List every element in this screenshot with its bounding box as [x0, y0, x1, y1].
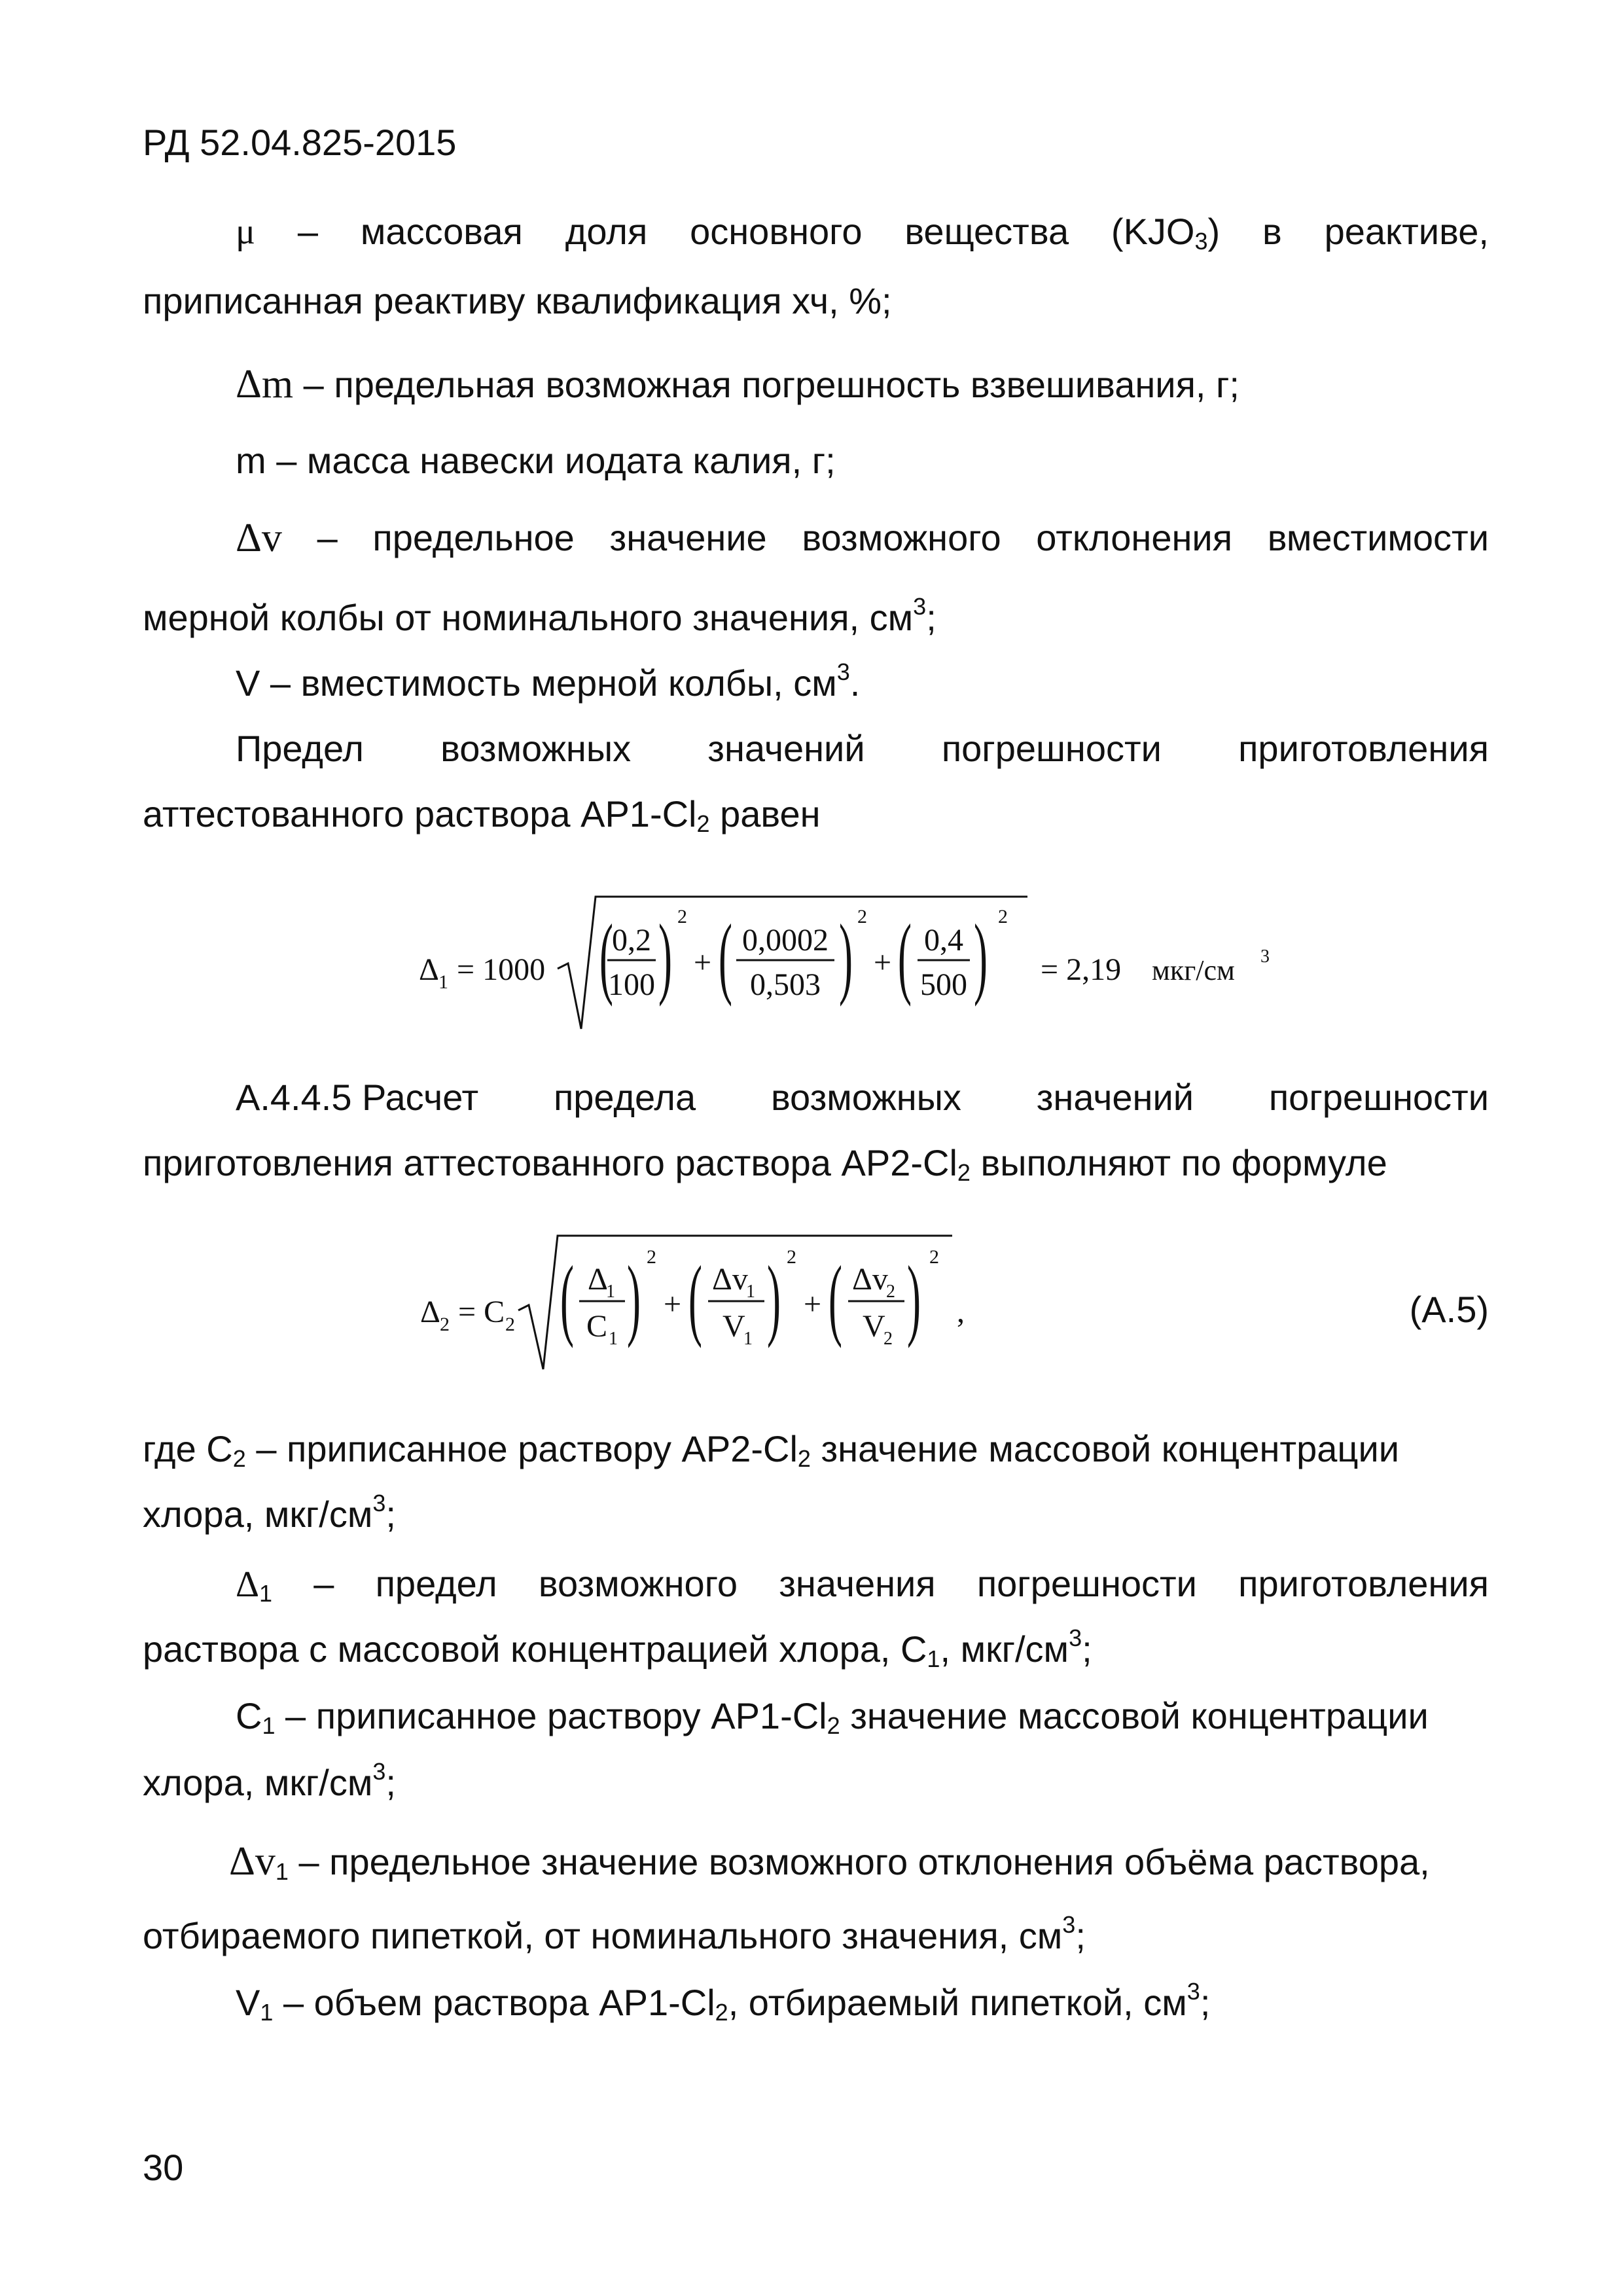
formula-number: (А.5): [1409, 1289, 1489, 1330]
word: погрешности: [1268, 1077, 1489, 1118]
word: предельное: [372, 517, 575, 558]
page-number: 30: [143, 2147, 184, 2188]
formula-subscript: 1: [746, 1282, 755, 1302]
right-paren: ): [767, 1247, 781, 1349]
paragraph-line: хлора, мкг/$см^3$;: [143, 1758, 396, 1803]
paragraph-line: отбираемого пипеткой, от номинального значения, $см^3$;: [143, 1911, 1086, 1956]
formula-denominator: 100: [608, 967, 655, 1002]
formula-subscript: 2: [505, 1314, 515, 1335]
word: μ: [236, 211, 256, 252]
paragraph-line: Δm – предельная возможная погрешность взвешивания, г;: [236, 362, 1240, 406]
word: предел: [375, 1563, 497, 1604]
left-paren: (: [719, 906, 732, 1007]
word: отклонения: [1036, 517, 1233, 558]
paragraph-line: [236, 1077, 1489, 1119]
word: в: [1262, 211, 1282, 252]
formula-subscript: 1: [438, 971, 448, 993]
formula-symbol: Δ: [419, 952, 439, 987]
document-code: РД 52.04.825-2015: [143, 122, 457, 163]
word: значение: [609, 517, 767, 558]
word: вместимости: [1267, 517, 1489, 558]
word: приготовления: [1238, 1563, 1489, 1604]
right-paren: ): [839, 906, 853, 1007]
formula-text: = C: [458, 1295, 505, 1329]
paragraph-line: приготовления аттестованного раствора $АР2-Cl_2$ выполняют по формуле: [143, 1142, 1387, 1186]
formula-numerator: Δv: [712, 1262, 748, 1297]
formula-exponent: 2: [857, 906, 867, 927]
word: приготовления: [1238, 728, 1489, 769]
word: значений: [707, 728, 865, 769]
right-paren: ): [974, 906, 988, 1007]
formula-result: = 2,19: [1041, 952, 1122, 987]
word: реактиве,: [1324, 211, 1489, 252]
symbol: Δm: [236, 362, 294, 406]
word: возможных: [440, 728, 632, 769]
word: –: [317, 517, 338, 558]
paragraph-line: $C_1$ – приписанное раствору $АР1-Cl_2$ значение массовой концентрации: [236, 1695, 1429, 1739]
formula-subscript: 2: [883, 1329, 893, 1349]
word: вещества: [904, 211, 1069, 252]
word: основного: [690, 211, 863, 252]
formula-delta1: [406, 890, 1309, 1041]
formula-subscript: 1: [606, 1282, 615, 1302]
formula-denominator: 500: [920, 967, 967, 1002]
word: погрешности: [941, 728, 1162, 769]
left-paren: (: [688, 1247, 702, 1349]
formula-numerator: 0,2: [612, 923, 651, 958]
paragraph-line: [236, 517, 1489, 559]
right-paren: ): [907, 1247, 921, 1349]
formula-denominator: C: [586, 1309, 608, 1344]
symbol: $\Delta_1$: [236, 1564, 273, 1607]
formula-unit: мкг/см: [1152, 954, 1235, 986]
formula-numerator: 0,4: [924, 923, 963, 958]
formula-denominator: V: [863, 1309, 885, 1344]
formula-symbol: Δ: [420, 1295, 440, 1329]
paragraph-line: хлора, мкг/$см^3$;: [143, 1490, 396, 1535]
paragraph-line: [236, 728, 1489, 770]
right-paren: ): [627, 1247, 641, 1349]
formula-subscript: 2: [886, 1282, 895, 1302]
left-paren: (: [829, 1247, 842, 1349]
formula-exponent: 2: [998, 906, 1008, 927]
formula-text: = 1000: [457, 952, 546, 987]
word: –: [313, 1563, 334, 1604]
word: –: [297, 211, 319, 252]
word: значения: [779, 1563, 936, 1604]
paragraph-line: мерной колбы от номинального значения, $см^3$;: [143, 593, 936, 638]
radical-sign: [518, 1236, 952, 1369]
word: возможного: [538, 1563, 738, 1604]
right-paren: ): [658, 906, 672, 1007]
formula-exponent: 2: [787, 1246, 796, 1268]
word: погрешности: [976, 1563, 1197, 1604]
formula-exponent: 2: [929, 1246, 939, 1268]
paragraph-line: m – масса навески иодата калия, г;: [236, 440, 836, 481]
formula-unit-exponent: 3: [1260, 946, 1270, 967]
word: $(KJO_3)$: [1111, 211, 1221, 255]
paragraph-line: [236, 1563, 1489, 1605]
word: возможных: [770, 1077, 961, 1118]
formula-exponent: 2: [677, 906, 687, 927]
word: Предел: [236, 728, 364, 769]
formula-numerator: 0,0002: [742, 923, 829, 958]
word: возможного: [802, 517, 1001, 558]
word: доля: [565, 211, 648, 252]
formula-plus: +: [694, 945, 712, 980]
paragraph-line: $V_1$ – объем раствора $АР1-Cl_2$, отбираемый пипеткой, $см^3$;: [236, 1978, 1211, 2026]
formula-plus: +: [804, 1287, 822, 1321]
paragraph-line: [236, 211, 1489, 253]
paragraph-line: приписанная реактиву квалификация хч, %;: [143, 280, 892, 321]
word: А.4.4.5 Расчет: [236, 1077, 479, 1118]
left-paren: (: [599, 906, 613, 1007]
paragraph-line: $\Delta v_1$ – предельное значение возможного отклонения объёма раствора,: [229, 1839, 1430, 1885]
formula-denominator: V: [722, 1309, 745, 1344]
formula-numerator: Δ: [588, 1262, 608, 1297]
word: значений: [1036, 1077, 1194, 1118]
radical-sign: [558, 897, 1027, 1029]
left-paren: (: [898, 906, 912, 1007]
formula-comma: ,: [957, 1295, 965, 1329]
symbol: Δv: [236, 516, 282, 560]
formula-numerator: Δv: [852, 1262, 888, 1297]
formula-plus: +: [874, 945, 892, 980]
paragraph-line: V – вместимость мерной колбы, $см^3$.: [236, 658, 861, 704]
word: массовая: [360, 211, 523, 252]
formula-subscript: 2: [440, 1314, 450, 1335]
formula-denominator: 0,503: [750, 967, 821, 1002]
left-paren: (: [560, 1247, 574, 1349]
symbol: Δv: [229, 1839, 276, 1884]
paragraph-line: где $C_2$ – приписанное раствору $АР2-Cl_2$ значение массовой концентрации: [143, 1428, 1400, 1472]
formula-plus: +: [664, 1287, 682, 1321]
paragraph-line: аттестованного раствора $АР1-Cl_2$ равен: [143, 793, 821, 837]
formula-subscript: 1: [743, 1329, 753, 1349]
formula-subscript: 1: [609, 1329, 618, 1349]
paragraph-line: раствора с массовой концентрацией хлора, $C_1$, мкг/$см^3$;: [143, 1624, 1092, 1672]
formula-exponent: 2: [647, 1246, 656, 1268]
formula-a5: [406, 1224, 1505, 1374]
word: предела: [553, 1077, 696, 1118]
